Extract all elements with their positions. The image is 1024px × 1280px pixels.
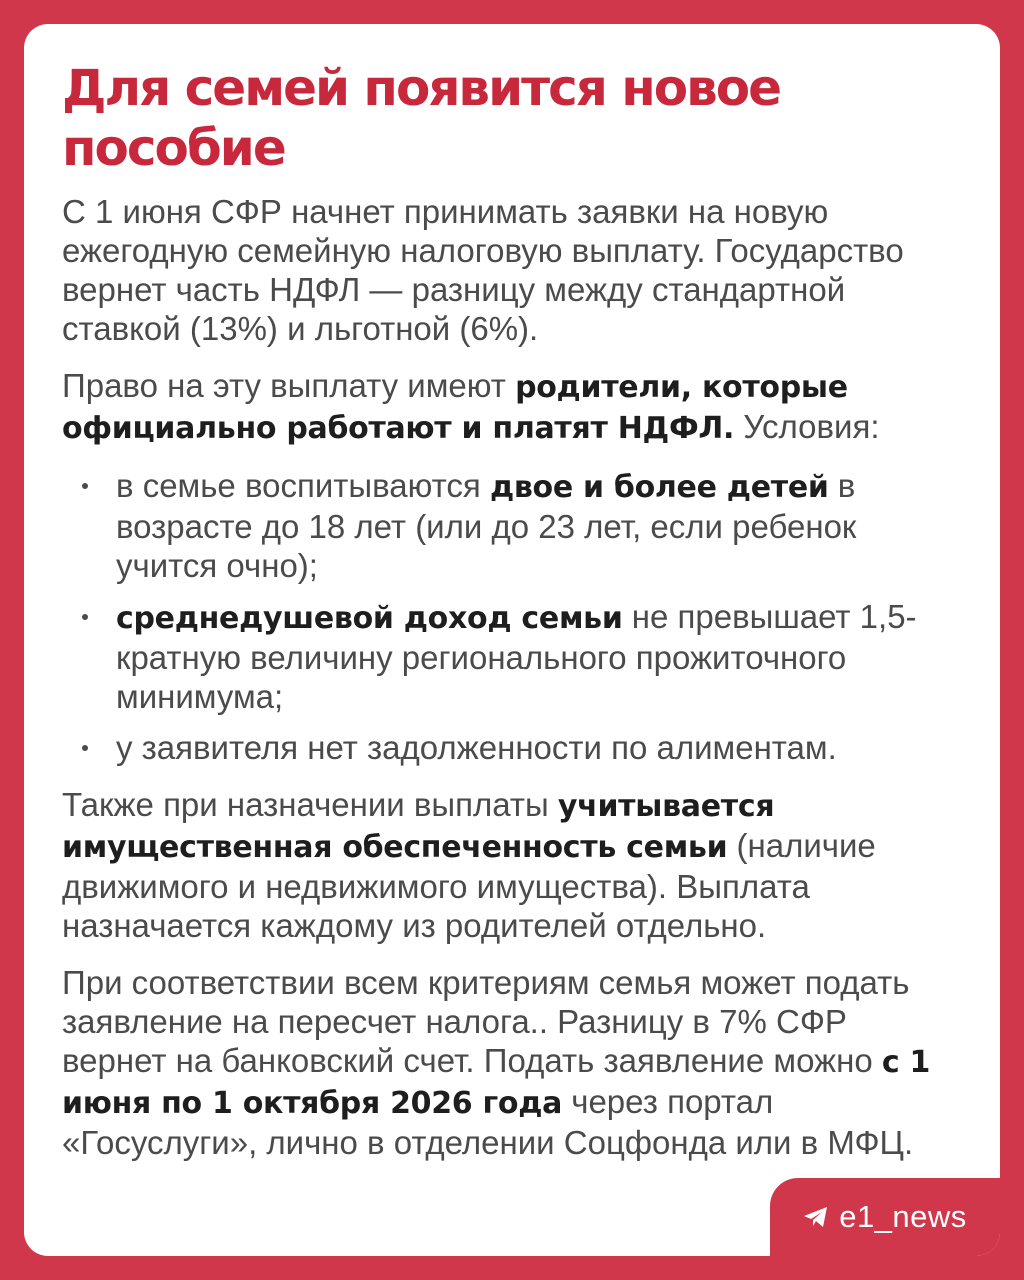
condition-highlight: среднедушевой доход семьи — [116, 601, 623, 636]
application-dates: с 1 июня по 1 октября 2026 года — [62, 1045, 931, 1121]
condition-text-end: в возрасте до 18 лет (или до 23 лет, если ребенок учится очно); — [116, 467, 857, 584]
condition-text-start: у заявителя нет задолженности по алиментам. — [116, 729, 837, 766]
channel-name: e1_news — [839, 1199, 967, 1234]
page-title: Для семей появится новое пособие — [62, 59, 781, 177]
eligibility-paragraph — [62, 366, 960, 448]
eligibility-text-end: Условия: — [734, 408, 880, 445]
bullet-icon — [82, 614, 88, 620]
application-text-start: При соответствии всем критериям семья может подать заявление на пересчет налога.. Разницу в 7% СФР вернет на банковский счет. Подать заявление можно — [62, 964, 910, 1079]
application-text-end: через портал «Госуслуги», лично в отделении Соцфонда или в МФЦ. — [62, 1083, 914, 1161]
intro-paragraph: С 1 июня СФР начнет принимать заявки на новую ежегодную семейную налоговую выплату. Государство вернет часть НДФЛ — разницу между стандартной ставкой (13%) и льготной (6%). — [62, 193, 904, 347]
condition-item — [78, 728, 960, 767]
property-paragraph — [62, 785, 960, 945]
bullet-icon — [82, 745, 88, 751]
condition-highlight: двое и более детей — [489, 470, 829, 505]
condition-text-start: в семье воспитываются — [116, 467, 490, 504]
eligibility-text-start: Право на эту выплату имеют — [62, 367, 516, 404]
content-card — [24, 24, 1000, 1256]
conditions-list — [62, 466, 960, 767]
source-badge[interactable] — [770, 1178, 1000, 1256]
property-highlight: учитывается имущественная обеспеченность семьи — [62, 789, 775, 865]
application-paragraph — [62, 963, 960, 1162]
condition-item — [78, 466, 960, 585]
bullet-icon — [82, 483, 88, 489]
telegram-icon — [803, 1205, 829, 1229]
eligibility-highlight: родители, которые официально работают и платят НДФЛ. — [62, 370, 848, 446]
condition-item — [78, 597, 960, 716]
property-text-start: Также при назначении выплаты — [62, 786, 558, 823]
property-text-end: (наличие движимого и недвижимого имущества). Выплата назначается каждому из родителей отдельно. — [62, 827, 876, 944]
condition-text-end: не превышает 1,5-кратную величину регионального прожиточного минимума; — [116, 598, 917, 715]
